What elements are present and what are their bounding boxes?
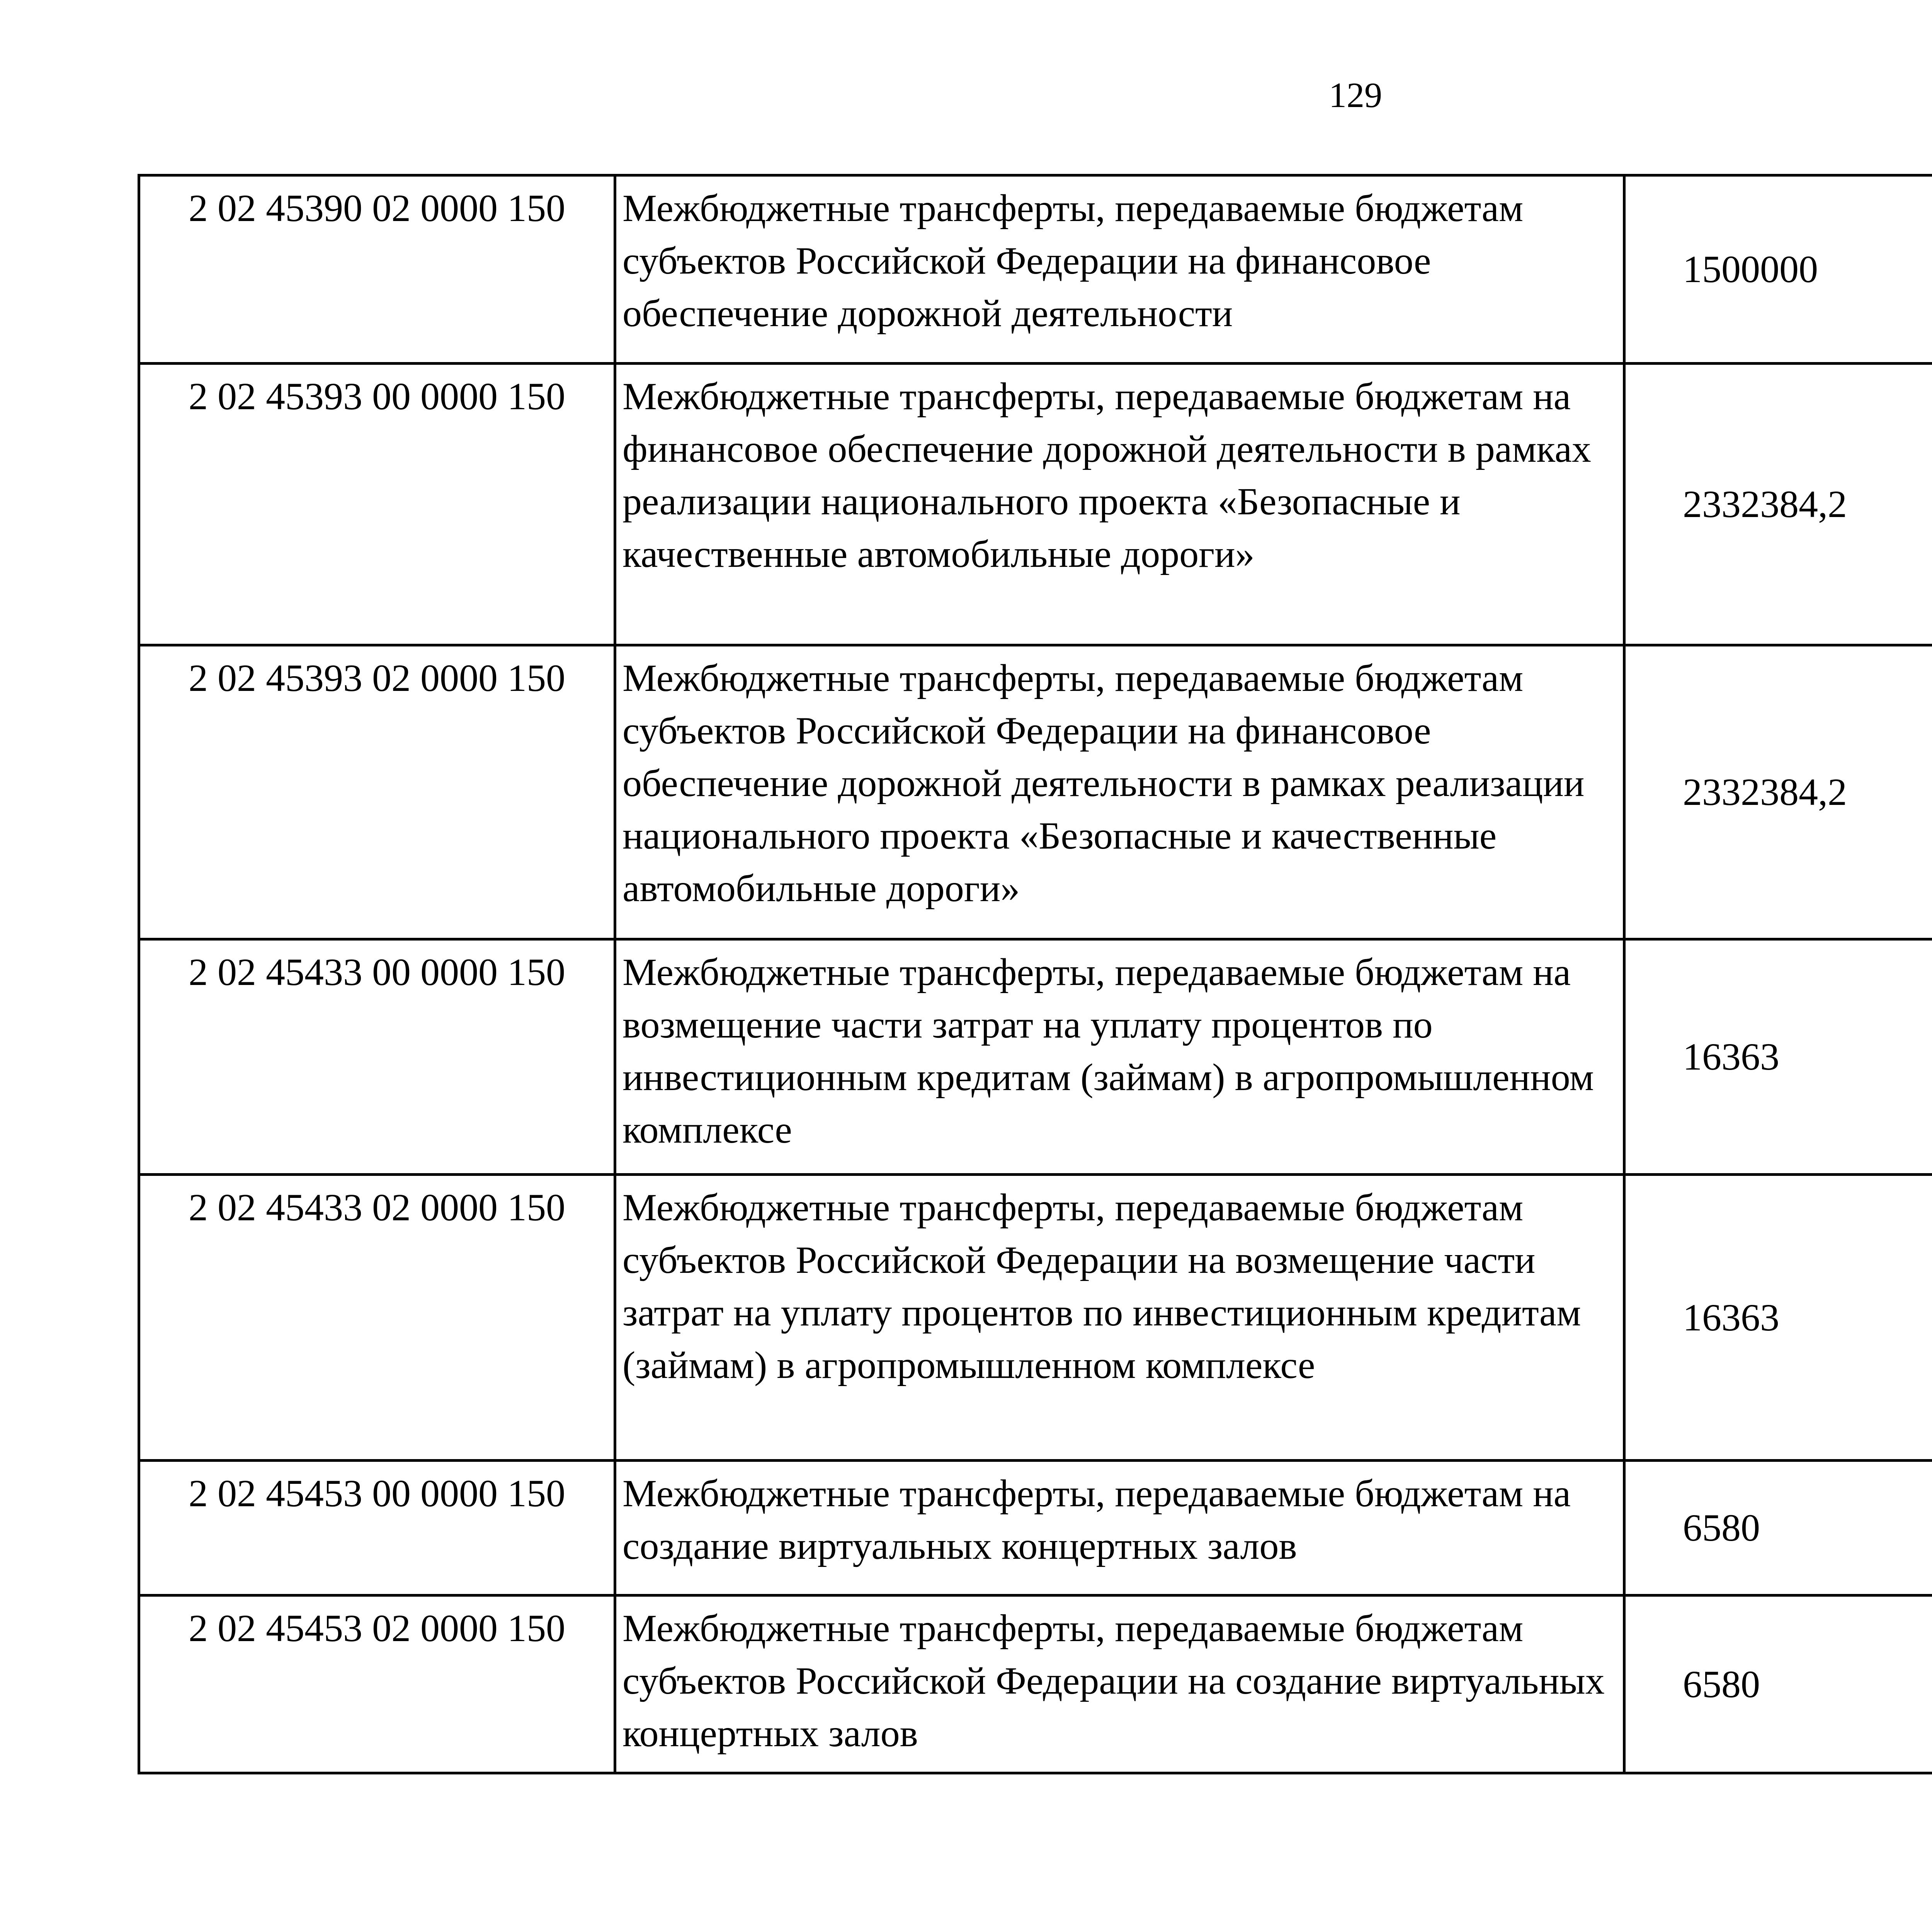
table-row (139, 645, 1932, 939)
budget-code-cell: 2 02 45453 02 0000 150 (139, 1596, 615, 1773)
amount-col1-cell: 16363 (1624, 939, 1932, 1175)
budget-code-cell: 2 02 45433 02 0000 150 (139, 1175, 615, 1461)
table-row (139, 939, 1932, 1175)
description-cell: Межбюджетные трансферты, передаваемые бюджетам субъектов Российской Федерации на финансовое обеспечение дорожной деятельности в рамках реализации национального проекта «Безопасные и качественные автомобильные дороги» (615, 645, 1624, 939)
budget-code-cell: 2 02 45453 00 0000 150 (139, 1461, 615, 1596)
table-row (139, 1175, 1932, 1461)
table-row (139, 175, 1932, 364)
page-number: 129 (1329, 75, 1382, 115)
amount-col1-cell: 16363 (1624, 1175, 1932, 1461)
budget-table (138, 174, 1932, 1774)
amount-col1-cell: 6580 (1624, 1596, 1932, 1773)
amount-col1-cell: 2332384,2 (1624, 364, 1932, 645)
table-row (139, 364, 1932, 645)
table-row (139, 1461, 1932, 1596)
budget-code-cell: 2 02 45393 00 0000 150 (139, 364, 615, 645)
amount-col1-cell: 2332384,2 (1624, 645, 1932, 939)
description-cell: Межбюджетные трансферты, передаваемые бюджетам субъектов Российской Федерации на создание виртуальных концертных залов (615, 1596, 1624, 1773)
amount-col1-cell: 6580 (1624, 1461, 1932, 1596)
description-cell: Межбюджетные трансферты, передаваемые бюджетам субъектов Российской Федерации на финансовое обеспечение дорожной деятельности (615, 175, 1624, 364)
amount-col1-cell: 1500000 (1624, 175, 1932, 364)
table-row (139, 1596, 1932, 1773)
description-cell: Межбюджетные трансферты, передаваемые бюджетам субъектов Российской Федерации на возмещение части затрат на уплату процентов по инвестиционным кредитам (займам) в агропромышленном комплексе (615, 1175, 1624, 1461)
description-cell: Межбюджетные трансферты, передаваемые бюджетам на финансовое обеспечение дорожной деятельности в рамках реализации национального проекта «Безопасные и качественные автомобильные дороги» (615, 364, 1624, 645)
budget-code-cell: 2 02 45433 00 0000 150 (139, 939, 615, 1175)
budget-code-cell: 2 02 45393 02 0000 150 (139, 645, 615, 939)
description-cell: Межбюджетные трансферты, передаваемые бюджетам на возмещение части затрат на уплату процентов по инвестиционным кредитам (займам) в агропромышленном комплексе (615, 939, 1624, 1175)
budget-code-cell: 2 02 45390 02 0000 150 (139, 175, 615, 364)
description-cell: Межбюджетные трансферты, передаваемые бюджетам на создание виртуальных концертных залов (615, 1461, 1624, 1596)
